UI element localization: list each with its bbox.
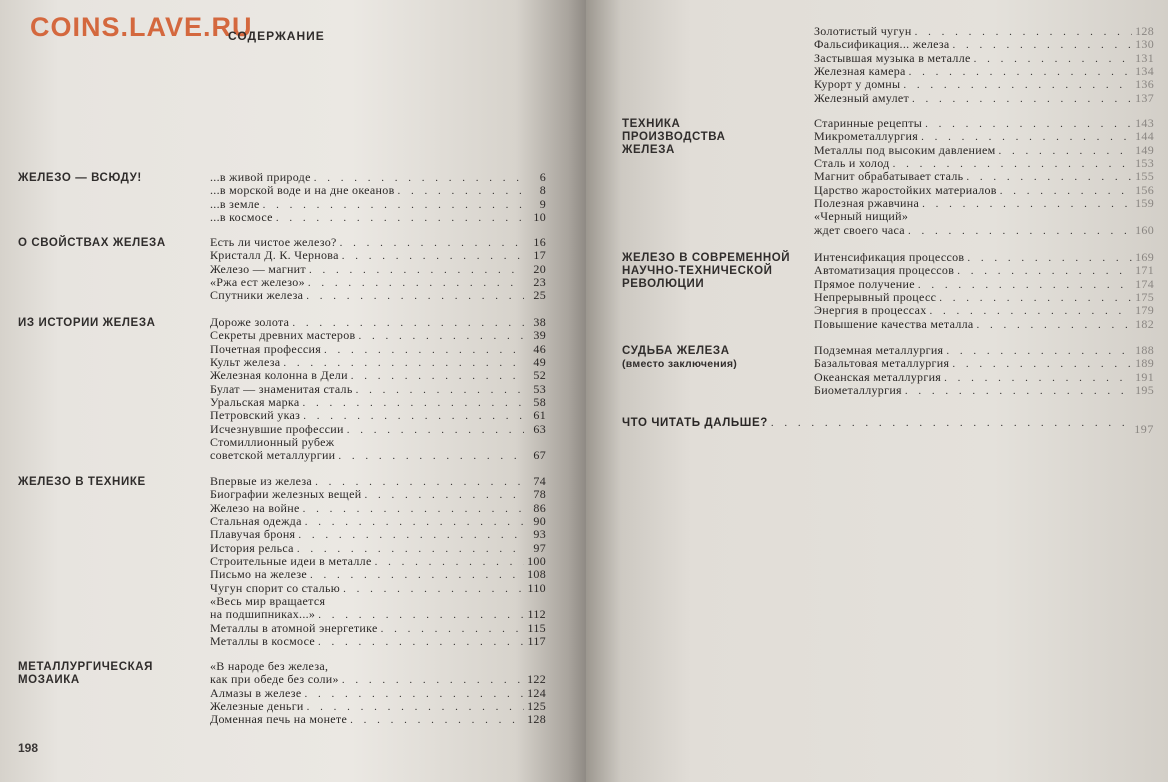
toc-entry — [814, 184, 1154, 197]
toc-entry — [210, 449, 546, 462]
section-heading: ИЗ ИСТОРИИ ЖЕЛЕЗА — [18, 317, 156, 329]
entry-title: Железные деньги — [210, 699, 304, 714]
entry-title: Металлы под высоким давлением — [814, 142, 996, 157]
toc-entry — [814, 117, 1154, 130]
toc-entry — [210, 211, 546, 224]
toc-entry — [814, 144, 1154, 157]
toc-entry — [210, 555, 546, 568]
entry-title: Письмо на железе — [210, 567, 308, 582]
toc-entry — [210, 713, 546, 726]
toc-entry — [814, 197, 1154, 210]
toc-entry — [814, 304, 1154, 317]
toc-section — [18, 236, 546, 306]
entry-title: Спутники железа — [210, 288, 304, 303]
entry-page: 16 — [533, 235, 546, 249]
entry-page: 159 — [1135, 196, 1154, 211]
toc-entry — [814, 157, 1154, 170]
entry-page: 195 — [1135, 383, 1154, 398]
toc-entry — [814, 65, 1154, 78]
toc-entry — [210, 488, 546, 501]
toc-entry — [210, 700, 546, 713]
entry-title: История рельса — [210, 540, 294, 555]
entry-title: Исчезнувшие профессии — [210, 421, 344, 436]
entry-title: Магнит обрабатывает сталь — [814, 169, 964, 184]
entry-page: 179 — [1135, 303, 1154, 318]
section-heading: ЖЕЛЕЗО В ТЕХНИКЕ — [18, 476, 146, 488]
entry-title: Доменная печь на монете — [210, 712, 348, 727]
entry-page: 20 — [533, 261, 546, 276]
entry-title: Кристалл Д. К. Чернова — [210, 248, 339, 263]
toc-entry — [814, 52, 1154, 65]
entry-page: 9 — [539, 196, 546, 211]
entry-page: 63 — [533, 421, 546, 436]
entry-title-line: «Черный нищий» — [814, 209, 909, 224]
entry-page: 74 — [533, 474, 546, 488]
page-number: 198 — [18, 741, 39, 755]
entry-title: Металлы в атомной энергетике — [210, 620, 378, 635]
toc-entry — [210, 171, 546, 184]
entry-title: Энергия в процессах — [814, 303, 927, 318]
watermark-logo: COINS.LAVE.RU — [30, 12, 253, 42]
entry-title: Строительные идеи в металле — [210, 554, 372, 569]
toc-entry — [814, 291, 1154, 304]
entry-title: Прямое получение — [814, 276, 915, 291]
entry-title: Застывшая музыка в металле — [814, 50, 971, 65]
entry-title: Железная камера — [814, 64, 906, 79]
toc-entry — [210, 198, 546, 211]
entry-page: 169 — [1135, 250, 1154, 264]
entry-page: 128 — [527, 712, 546, 727]
toc-section — [622, 344, 1154, 402]
entry-page: 38 — [533, 315, 546, 329]
toc-entry — [210, 329, 546, 342]
entry-page: 197 — [1134, 422, 1154, 436]
toc-entry — [210, 568, 546, 581]
entry-page: 39 — [533, 328, 546, 343]
toc-entry — [814, 357, 1154, 370]
entry-page: 182 — [1135, 316, 1154, 331]
entry-page: 97 — [533, 540, 546, 555]
entry-title: Культ железа — [210, 355, 281, 370]
toc-entry — [210, 502, 546, 515]
entry-title: Биометаллургия — [814, 383, 902, 398]
toc-entry — [210, 423, 546, 436]
section-heading — [622, 345, 802, 371]
entry-page: 8 — [539, 183, 546, 198]
toc-entry — [814, 318, 1154, 331]
toc-entry — [814, 130, 1154, 143]
entry-title: Металлы в космосе — [210, 634, 316, 649]
entry-page: 53 — [533, 381, 546, 396]
toc-entry — [814, 25, 1154, 38]
toc-entry — [814, 344, 1154, 357]
entry-title: Стальная одежда — [210, 514, 302, 529]
entry-title-line: Стомиллионный рубеж — [210, 435, 335, 450]
toc-entry — [210, 673, 546, 686]
entry-page: 143 — [1135, 116, 1154, 130]
section-heading: ЧТО ЧИТАТЬ ДАЛЬШЕ? — [622, 417, 768, 429]
toc-entry — [814, 224, 1154, 237]
entry-page: 131 — [1135, 50, 1154, 65]
entry-title: Алмазы в железе — [210, 685, 302, 700]
entry-title: как при обеде без соли» — [210, 672, 339, 687]
entry-page: 156 — [1135, 182, 1154, 197]
toc-entry — [210, 184, 546, 197]
entry-title: Интенсификация процессов — [814, 250, 965, 264]
entry-page: 25 — [533, 288, 546, 303]
entry-page: 52 — [533, 368, 546, 383]
toc-entry — [210, 542, 546, 555]
entry-page: 136 — [1135, 77, 1154, 92]
toc-entry — [210, 608, 546, 621]
entry-title: Железо — магнит — [210, 261, 306, 276]
entry-title: Базальтовая металлургия — [814, 356, 950, 371]
entry-title: Фальсификация... железа — [814, 37, 950, 52]
entry-page: 149 — [1135, 142, 1154, 157]
entry-title: Уральская марка — [210, 395, 300, 410]
toc-entry — [814, 78, 1154, 91]
entry-page: 93 — [533, 527, 546, 542]
toc-entry — [622, 416, 1154, 436]
entry-page: 86 — [533, 500, 546, 515]
entry-title: ...в живой природе — [210, 170, 311, 184]
entry-title: «Ржа ест железо» — [210, 275, 305, 290]
entry-title: ...в земле — [210, 196, 260, 211]
entry-page: 174 — [1135, 276, 1154, 291]
toc-entry — [210, 249, 546, 262]
toc-entry — [814, 170, 1154, 183]
entry-page: 6 — [539, 170, 546, 184]
entry-title: Железный амулет — [814, 90, 910, 105]
toc-section — [622, 416, 1154, 436]
toc-entry — [210, 528, 546, 541]
entry-title-line: «Весь мир вращается — [210, 594, 326, 609]
toc-section — [622, 251, 1154, 335]
toc-entry — [814, 264, 1154, 277]
entry-title: ...в космосе — [210, 210, 273, 225]
section-heading: О СВОЙСТВАХ ЖЕЛЕЗА — [18, 237, 166, 249]
toc-entry — [210, 475, 546, 488]
section-heading: МЕТАЛЛУРГИЧЕСКАЯ МОЗАИКА — [18, 661, 153, 686]
entry-page: 144 — [1135, 129, 1154, 144]
entry-title: Полезная ржавчина — [814, 196, 920, 211]
toc-section — [814, 25, 1154, 107]
toc-entry — [814, 92, 1154, 105]
entry-title: Сталь и холод — [814, 156, 890, 171]
toc-entry — [210, 409, 546, 422]
entry-title: Царство жаростойких материалов — [814, 182, 997, 197]
entry-title: Железная колонна в Дели — [210, 368, 348, 383]
entry-title: Секреты древних мастеров — [210, 328, 356, 343]
entry-page: 23 — [533, 275, 546, 290]
entry-page: 46 — [533, 341, 546, 356]
entry-page: 117 — [527, 634, 546, 649]
entry-title: Океанская металлургия — [814, 369, 942, 384]
entry-title: Петровский указ — [210, 408, 301, 423]
entry-page: 171 — [1135, 263, 1154, 278]
entry-page: 90 — [533, 514, 546, 529]
toc-section — [622, 117, 1154, 241]
section-heading: ЖЕЛЕЗО В СОВРЕМЕННОЙ НАУЧНО-ТЕХНИЧЕСКОЙ РЕВОЛЮЦИИ — [622, 252, 791, 290]
toc-entry — [210, 236, 546, 249]
entry-page: 191 — [1135, 369, 1154, 384]
entry-page: 10 — [533, 210, 546, 225]
entry-page: 130 — [1135, 37, 1154, 52]
entry-page: 155 — [1135, 169, 1154, 184]
entry-page: 58 — [533, 395, 546, 410]
entry-title: Впервые из железа — [210, 474, 313, 488]
entry-title: Дороже золота — [210, 315, 290, 329]
entry-title: Подземная металлургия — [814, 343, 944, 357]
entry-page: 115 — [527, 620, 546, 635]
entry-page: 17 — [533, 248, 546, 263]
entry-title: Железо на войне — [210, 500, 300, 515]
toc-entry — [210, 289, 546, 302]
entry-page: 61 — [533, 408, 546, 423]
toc-entry — [210, 635, 546, 648]
entry-page: 189 — [1135, 356, 1154, 371]
entry-page: 124 — [527, 685, 546, 700]
toc-entry — [210, 622, 546, 635]
section-subheading: (вместо заключения) — [622, 358, 738, 370]
entry-title: Микрометаллургия — [814, 129, 919, 144]
entry-title: Почетная профессия — [210, 341, 322, 356]
toc-section — [18, 316, 546, 464]
entry-title: ...в морской воде и на дне океанов — [210, 183, 395, 198]
toc-entry — [210, 687, 546, 700]
toc-entry — [210, 276, 546, 289]
toc-entry — [210, 369, 546, 382]
entry-page: 137 — [1135, 90, 1154, 105]
entry-page: 67 — [533, 448, 546, 463]
section-heading: ТЕХНИКА ПРОИЗВОДСТВА ЖЕЛЕЗА — [622, 118, 726, 156]
entry-page: 134 — [1135, 64, 1154, 79]
section-heading: ЖЕЛЕЗО — ВСЮДУ! — [18, 172, 142, 184]
entry-page: 110 — [527, 580, 546, 595]
toc-entry — [814, 371, 1154, 384]
page-title: СОДЕРЖАНИЕ — [228, 29, 325, 43]
toc-entry — [210, 515, 546, 528]
right-page — [586, 0, 1168, 782]
entry-title: Старинные рецепты — [814, 116, 923, 130]
toc-entry — [814, 38, 1154, 51]
entry-page: 160 — [1135, 222, 1154, 237]
entry-page: 125 — [527, 699, 546, 714]
entry-title-line: «В народе без железа, — [210, 659, 329, 673]
entry-title: Курорт у домны — [814, 77, 901, 92]
entry-title: Чугун спорит со сталью — [210, 580, 341, 595]
toc-section — [18, 171, 546, 227]
toc-entry — [210, 383, 546, 396]
entry-page: 49 — [533, 355, 546, 370]
entry-title: ждет своего часа — [814, 222, 905, 237]
toc-entry — [210, 263, 546, 276]
toc-section — [18, 660, 546, 730]
entry-title: Есть ли чистое железо? — [210, 235, 337, 249]
entry-page: 128 — [1135, 24, 1154, 38]
entry-page: 100 — [527, 554, 546, 569]
toc-entry — [210, 343, 546, 356]
entry-page: 153 — [1135, 156, 1154, 171]
entry-page: 78 — [533, 487, 546, 502]
toc-entry — [210, 582, 546, 595]
toc-entry — [210, 356, 546, 369]
entry-title: Плавучая броня — [210, 527, 296, 542]
entry-page: 112 — [527, 607, 546, 622]
entry-title: Биографии железных вещей — [210, 487, 362, 502]
entry-page: 108 — [527, 567, 546, 582]
entry-title: Непрерывный процесс — [814, 290, 937, 305]
entry-page: 122 — [527, 672, 546, 687]
toc-section — [18, 475, 546, 650]
toc-entry — [814, 384, 1154, 397]
entry-title: советской металлургии — [210, 448, 336, 463]
entry-title: Булат — знаменитая сталь — [210, 381, 353, 396]
toc-entry — [814, 251, 1154, 264]
section-heading-text: СУДЬБА ЖЕЛЕЗА — [622, 345, 730, 357]
entry-page: 175 — [1135, 290, 1154, 305]
entry-title: Автоматизация процессов — [814, 263, 955, 278]
toc-entry — [210, 316, 546, 329]
entry-title: Повышение качества металла — [814, 316, 974, 331]
entry-title: Золотистый чугун — [814, 24, 912, 38]
entry-page: 188 — [1135, 343, 1154, 357]
toc-entry — [814, 278, 1154, 291]
toc-entry — [210, 396, 546, 409]
entry-title: на подшипниках...» — [210, 607, 316, 622]
